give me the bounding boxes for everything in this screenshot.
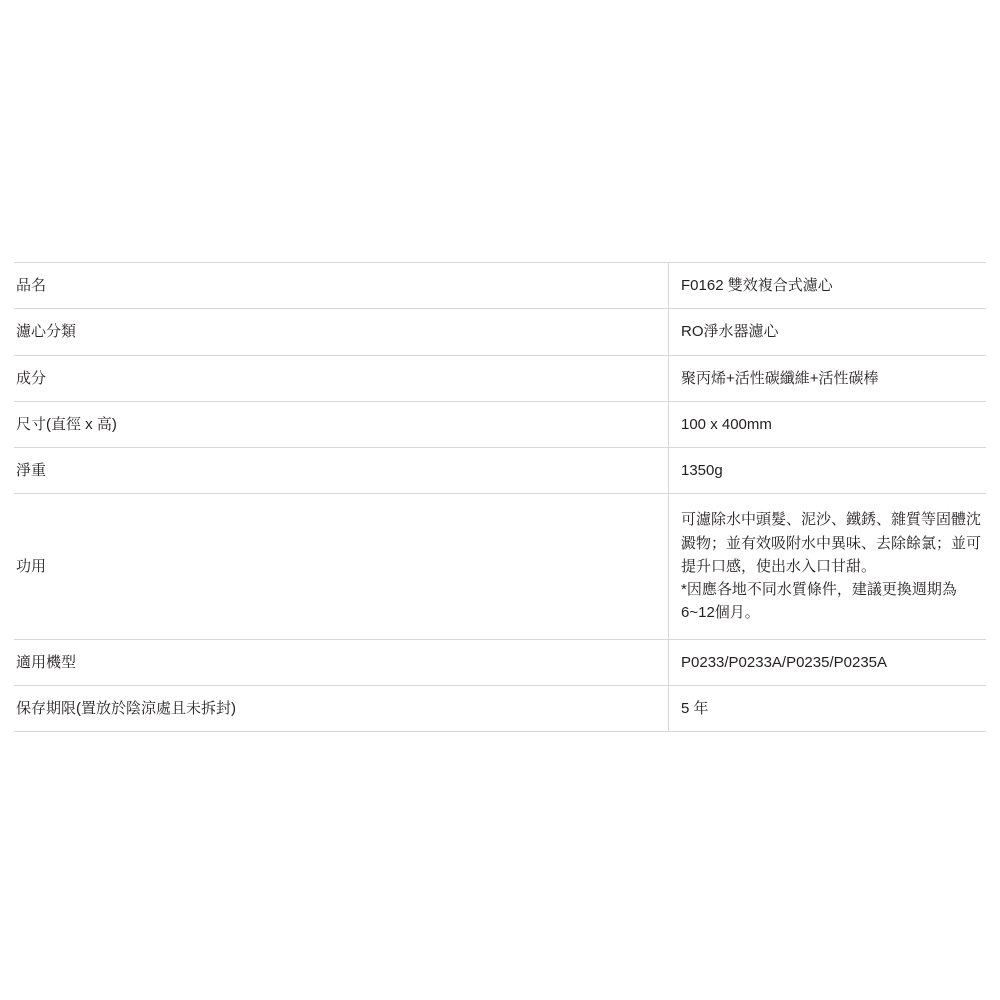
spec-label: 成分 <box>16 369 47 387</box>
table-row <box>14 448 986 494</box>
table-row <box>14 639 986 685</box>
spec-value: 100 x 400mm <box>669 401 987 447</box>
table-row <box>14 263 986 309</box>
spec-value: F0162 雙效複合式濾心 <box>669 263 987 309</box>
spec-value: 聚丙烯+活性碳纖維+活性碳棒 <box>669 355 987 401</box>
table-row <box>14 309 986 355</box>
spec-label: 品名 <box>16 277 47 294</box>
table-row <box>14 494 986 639</box>
spec-label: 功用 <box>16 557 47 575</box>
spec-table-container <box>14 262 986 732</box>
spec-value: 5 年 <box>669 685 987 731</box>
spec-label: 濾心分類 <box>16 323 77 341</box>
spec-label: 適用機型 <box>16 653 77 671</box>
spec-value <box>669 494 987 639</box>
spec-label: 尺寸(直徑 x 高) <box>16 415 117 433</box>
product-spec-table <box>14 262 986 732</box>
table-row <box>14 685 986 731</box>
spec-value: RO淨水器濾心 <box>669 309 987 355</box>
spec-value-note: *因應各地不同水質條件，建議更換週期為6~12個月。 <box>681 581 957 622</box>
spec-value: P0233/P0233A/P0235/P0235A <box>669 639 987 685</box>
spec-label: 保存期限(置放於陰涼處且未拆封) <box>16 699 236 717</box>
table-row <box>14 355 986 401</box>
spec-value: 1350g <box>669 448 987 494</box>
spec-value-text: 可濾除水中頭髮、泥沙、鐵銹、雜質等固體沈澱物；並有效吸附水中異味、去除餘氯；並可提升口感，使出水入口甘甜。 <box>681 511 982 575</box>
spec-label: 淨重 <box>16 462 47 479</box>
table-row <box>14 401 986 447</box>
